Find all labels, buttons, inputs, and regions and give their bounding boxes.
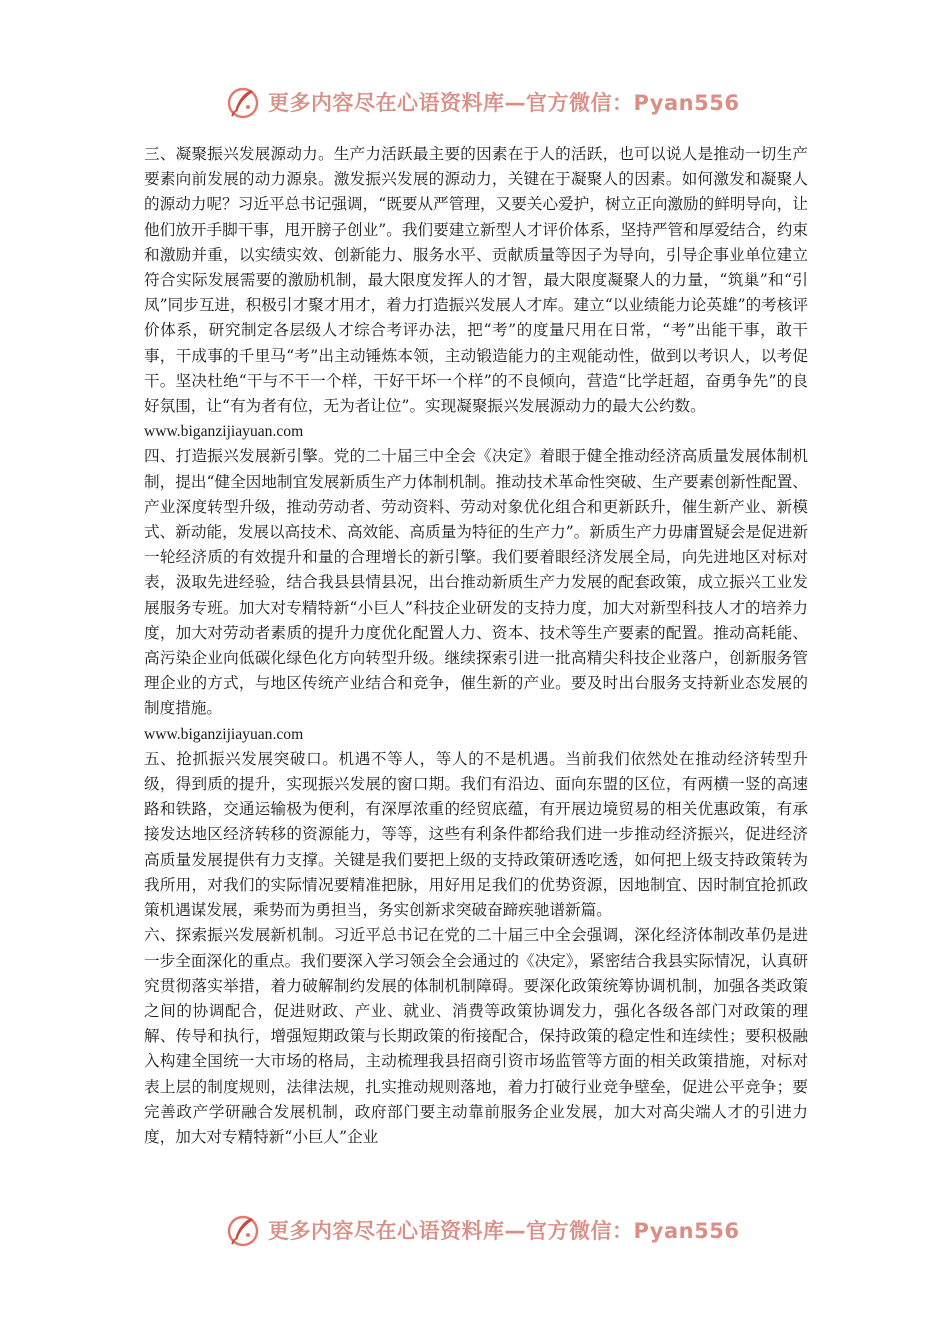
header-banner <box>226 82 739 122</box>
feather-quill-icon <box>226 1213 260 1247</box>
feather-quill-icon <box>226 85 260 119</box>
footer-banner <box>226 1210 739 1250</box>
document-body <box>144 142 808 1150</box>
section-3-paragraph: 三、凝聚振兴发展源动力。生产力活跃最主要的因素在于人的活跃，也可以说人是推动一切生产要素向前发展的动力源泉。激发振兴发展的源动力，关键在于凝聚人的因素。如何激发和凝聚人的源动力呢？习近平总书记强调，“既要从严管理，又要关心爱护，树立正向激励的鲜明导向，让他们放开手脚干事，甩开膀子创业”。我们要建立新型人才评价体系，坚持严管和厚爱结合，约束和激励并重，以实绩实效、创新能力、服务水平、贡献质量等因子为导向，引导企事业单位建立符合实际发展需要的激励机制，最大限度发挥人的才智，最大限度凝聚人的力量，“筑巢”和“引凤”同步互进，积极引才聚才用才，着力打造振兴发展人才库。建立“以业绩能力论英雄”的考核评价体系，研究制定各层级人才综合考评办法，把“考”的度量尺用在日常，“考”出能干事，敢干事，干成事的千里马“考”出主动锤炼本领，主动锻造能力的主观能动性，做到以考识人，以考促干。坚决杜绝“干与不干一个样，干好干坏一个样”的不良倾向，营造“比学赶超，奋勇争先”的良好氛围，让“有为者有位，无为者让位”。实现凝聚振兴发展源动力的最大公约数。 <box>144 145 808 416</box>
section-4-url: www.biganzijiayuan.com <box>144 725 304 743</box>
section-6-paragraph: 六、探索振兴发展新机制。习近平总书记在党的二十届三中全会强调，深化经济体制改革仍是进一步全面深化的重点。我们要深入学习领会全会通过的《决定》，紧密结合我县实际情况，认真研究贯彻落实举措，着力破解制约发展的体制机制障碍。要深化政策统筹协调机制，加强各类政策之间的协调配合，促进财政、产业、就业、消费等政策协调发力，强化各级各部门对政策的理解、传导和执行，增强短期政策与长期政策的衔接配合，保持政策的稳定性和连续性；要积极融入构建全国统一大市场的格局，主动梳理我县招商引资市场监管等方面的相关政策措施，对标对表上层的制度规则，法律法规，扎实推动规则落地，着力打破行业竞争壁垒，促进公平竞争；要完善政产学研融合发展机制，政府部门要主动靠前服务企业发展，加大对高尖端人才的引进力度，加大对专精特新“小巨人”企业 <box>144 926 808 1146</box>
banner-text: 更多内容尽在心语资料库—官方微信：Pyan556 <box>268 91 740 115</box>
section-5-paragraph: 五、抢抓振兴发展突破口。机遇不等人，等人的不是机遇。当前我们依然处在推动经济转型升级，得到质的提升，实现振兴发展的窗口期。我们有沿边、面向东盟的区位，有两横一竖的高速路和铁路，交通运输极为便利，有深厚浓重的经贸底蕴，有开展边境贸易的相关优惠政策，有承接发达地区经济转移的资源能力，等等，这些有利条件都给我们进一步推动经济振兴，促进经济高质量发展提供有力支撑。关键是我们要把上级的支持政策研透吃透，如何把上级支持政策转为我所用，对我们的实际情况要精准把脉，用好用足我们的优势资源，因地制宜、因时制宜抢抓政策机遇谋发展，乘势而为勇担当，务实创新求突破奋蹄疾驰谱新篇。 <box>144 749 808 920</box>
banner-text: 更多内容尽在心语资料库—官方微信：Pyan556 <box>268 1219 740 1243</box>
section-4-paragraph: 四、打造振兴发展新引擎。党的二十届三中全会《决定》着眼于健全推动经济高质量发展体制机制，提出“健全因地制宜发展新质生产力体制机制。推动技术革命性突破、生产要素创新性配置、产业深度转型升级，推动劳动者、劳动资料、劳动对象优化组合和更新跃升，催生新产业、新模式、新动能，发展以高技术、高效能、高质量为特征的生产力”。新质生产力毋庸置疑会是促进新一轮经济质的有效提升和量的合理增长的新引擎。我们要着眼经济发展全局，向先进地区对标对表，汲取先进经验，结合我县县情县况，出台推动新质生产力发展的配套政策，成立振兴工业发展服务专班。加大对专精特新“小巨人”科技企业研发的支持力度，加大对新型科技人才的培养力度，加大对劳动者素质的提升力度优化配置人力、资本、技术等生产要素的配置。推动高耗能、高污染企业向低碳化绿色化方向转型升级。继续探索引进一批高精尖科技企业落户，创新服务管理企业的方式，与地区传统产业结合和竞争，催生新的产业。要及时出台服务支持新业态发展的制度措施。 <box>144 447 808 718</box>
section-3-url: www.biganzijiayuan.com <box>144 423 304 441</box>
